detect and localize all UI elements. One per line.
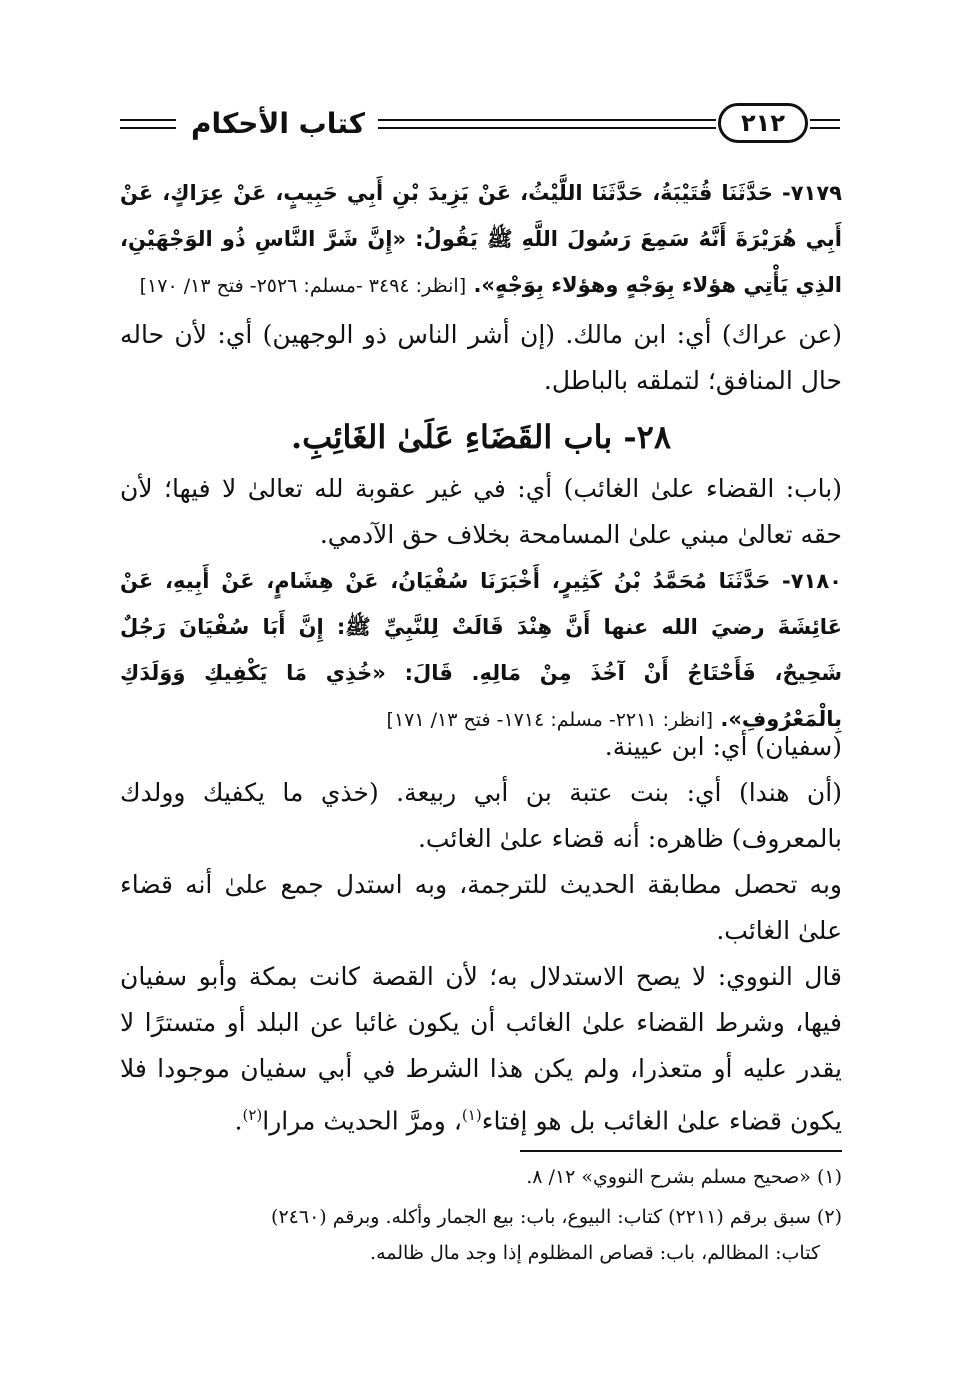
book-title: كتاب الأحكام [190,107,366,140]
hadith-7180-text: ٧١٨٠- حَدَّثَنَا مُحَمَّدُ بْنُ كَثِيرٍ، أَخْبَرَنَا سُفْيَانُ، عَنْ هِشَامٍ، عَنْ أَبِيهِ، عَنْ عَائِشَةَ رضيَ الله عنها أَنَّ هِنْدَ قَالَتْ لِلنَّبِيِّ ﷺ: إِنَّ أَبَا سُفْيَانَ رَجُلٌ شَحِيحٌ، فَأَحْتَاجُ أَنْ آخُذَ مِنْ مَالِهِ. قَالَ: «خُذِي مَا يَكْفِيكِ وَوَلَدَكِ بِالْمَعْرُوفِ». [120,569,842,731]
explanation-paragraph-4: (أن هندا) أي: بنت عتبة بن أبي ربيعة. (خذي ما يكفيك وولدك بالمعروف) ظاهره: أنه قضاء علىٰ الغائب. [120,778,842,853]
hadith-7180-refs: [انظر: ٢٢١١- مسلم: ١٧١٤- فتح ١٣/ ١٧١] [386,709,714,731]
explanation-paragraph-5: وبه تحصل مطابقة الحديث للترجمة، وبه استدل جمع علىٰ أنه قضاء علىٰ الغائب. [120,870,842,945]
footnote-2-line-2: كتاب: المظالم، باب: قصاص المظلوم إذا وجد مال ظالمه. [370,1242,820,1264]
page-header [120,95,840,155]
header-rule-middle [378,119,716,129]
hadith-7179 [120,170,842,309]
chapter-heading: ٢٨- باب القَضَاءِ عَلَىٰ الغَائِبِ. [290,418,672,456]
header-rule-left [120,119,176,129]
hadith-7180 [120,558,842,743]
explanation-paragraph-6 [120,954,842,1144]
footnote-2-line-1: (٢) سبق برقم (٢٢١١) كتاب: البيوع، باب: بيع الجمار وأكله. وبرقم (٢٤٦٠) [271,1206,842,1228]
header-rule-right [810,119,840,129]
explanation-paragraph-2: (باب: القضاء علىٰ الغائب) أي: في غير عقوبة لله تعالىٰ لا فيها؛ لأن حقه تعالىٰ مبني علىٰ المسامحة بخلاف حق الآدمي. [120,474,842,549]
explanation-paragraph-1: (عن عراك) أي: ابن مالك. (إن أشر الناس ذو الوجهين) أي: لأن حاله حال المنافق؛ لتملقه بالباطل. [120,320,842,395]
nawawi-quote-text: قال النووي: لا يصح الاستدلال به؛ لأن القصة كانت بمكة وأبو سفيان فيها، وشرط القضاء علىٰ الغائب أن يكون غائبا عن البلد أو متسترًا لا يقدر عليه أو متعذرا، ولم يكن هذا الشرط في أبي سفيان موجودا فلا يكون قضاء علىٰ الغائب بل هو إفتاء [120,962,842,1136]
footnote-1: (١) «صحيح مسلم بشرح النووي» ١٢/ ٨. [526,1166,842,1188]
nawawi-quote-end: . [234,1106,243,1136]
hadith-7179-refs: [انظر: ٣٤٩٤ -مسلم: ٢٥٢٦- فتح ١٣/ ١٧٠] [139,275,467,297]
page-number: ٢١٢ [718,103,808,143]
nawawi-quote-middle: ، ومرَّ الحديث مرارا [262,1106,462,1136]
footnote-separator [520,1150,842,1152]
explanation-paragraph-3: (سفيان) أي: ابن عيينة. [604,732,842,761]
footnote-marker-2: (٢) [242,1106,263,1124]
hadith-7179-text: ٧١٧٩- حَدَّثَنَا قُتَيْبَةُ، حَدَّثَنَا اللَّيْثُ، عَنْ يَزِيدَ بْنِ أَبِي حَبِيبٍ، عَنْ عِرَاكٍ، عَنْ أَبِي هُرَيْرَةَ أَنَّهُ سَمِعَ رَسُولَ اللَّهِ ﷺ يَقُولُ: «إِنَّ شَرَّ النَّاسِ ذُو الوَجْهَيْنِ، الذِي يَأْتِي هؤلاء بِوَجْهٍ وهؤلاء بِوَجْهٍ». [120,181,842,297]
footnote-marker-1: (١) [461,1106,482,1124]
